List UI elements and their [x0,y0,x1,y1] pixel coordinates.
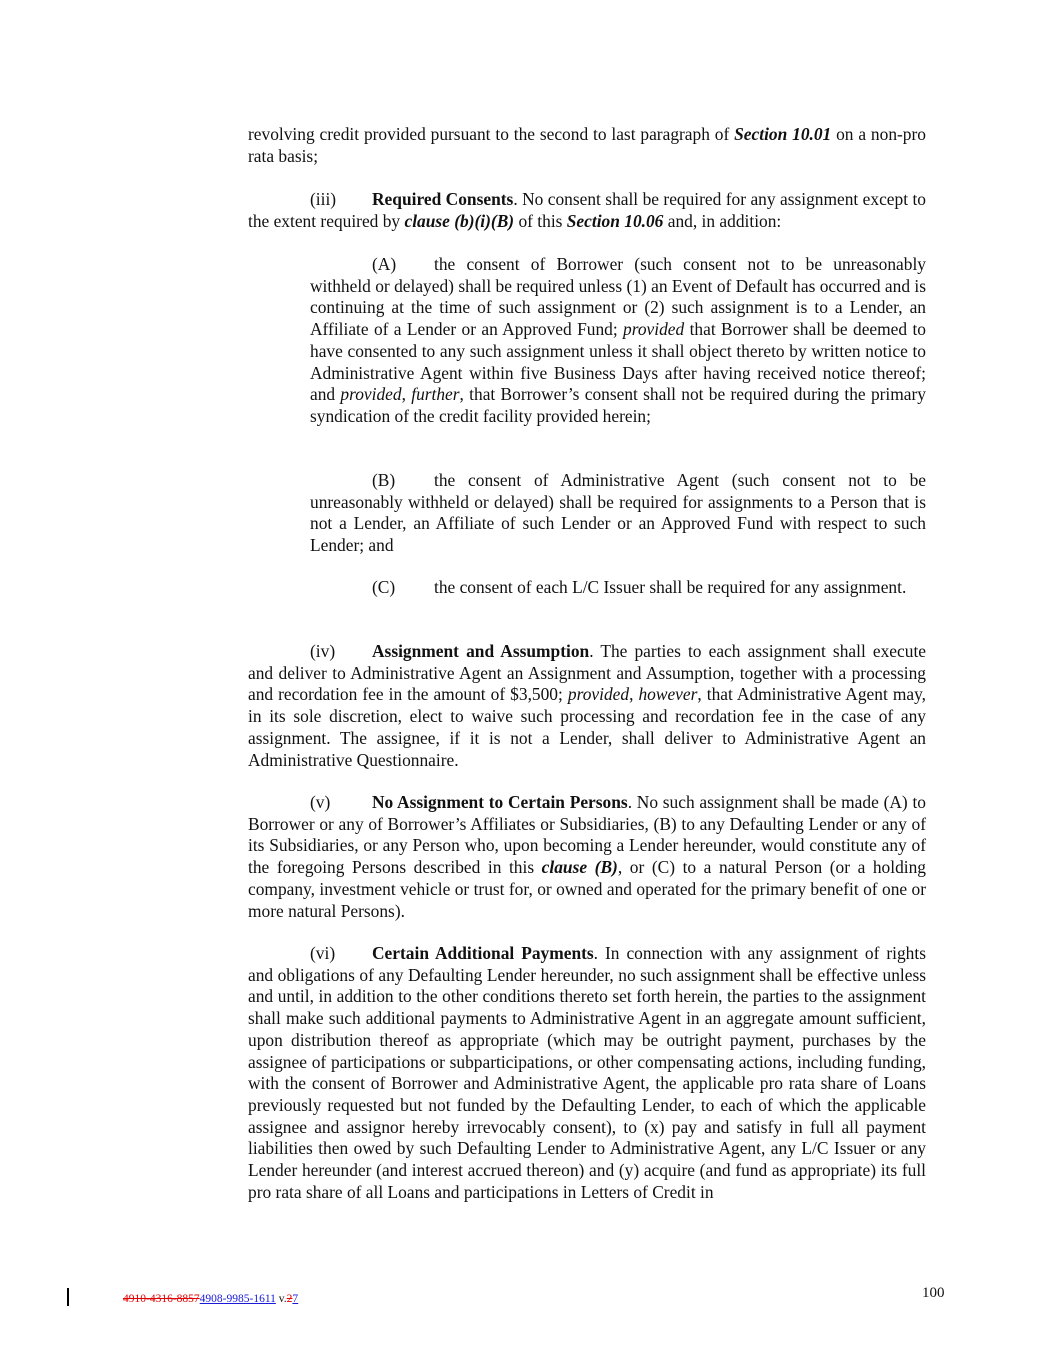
subparagraph-b [310,470,926,557]
clause-heading: Assignment and Assumption [372,641,590,661]
text-run: , [629,684,639,705]
text-run: , that Borrower’s consent shall not be required during the primary syndication of the credit facility provided herein; [310,384,926,426]
text-run: , or (C) to a natural Person (or a holding company, investment vehicle or trust for, or owned and operated for the primary benefit of one or more natural Persons). [248,857,926,921]
subparagraph-a [310,254,926,428]
text-run: . In connection with any assignment of rights and obligations of any Defaulting Lender hereunder, no such assignment shall be effective unless and until, in addition to the other conditions thereto set forth herein, the parties to the assignment shall make such additional payments to Administrative Agent in an aggregate amount sufficient, upon distribution thereof as appropriate (which may be outright payment, purchases by the assignee of participations or subparticipations, or other compensating actions, including funding, with the consent of Borrower and Administrative Agent, the applicable pro rata share of Loans previously requested but not funded by the Defaulting Lender, to each of which the applicable assignee and assignor hereby irrevocably consent), to (x) pay and satisfy in full all payment liabilities then owed by such Defaulting Lender to Administrative Agent, any L/C Issuer or any Lender hereunder (and interest accrued thereon) and (y) acquire (and fund as appropriate) its full pro rata share of all Loans and participations in Letters of Credit in [248,943,926,1202]
clause-heading: No Assignment to Certain Persons [372,792,628,812]
section-reference: Section 10.01 [734,124,832,144]
change-bar [67,1288,69,1306]
clause-heading: Certain Additional Payments [372,943,594,963]
clause-number: (iv) [310,641,336,661]
italic-term: provided [623,319,685,340]
text-run: on a non-pro rata basis; [248,124,926,166]
section-reference: Section 10.06 [566,210,664,231]
text-run: the consent of Administrative Agent (such consent not to be unreasonably withheld or delayed) shall be required for assignments to a Person that is not a Lender, an Affiliate of such Lender or an Approved Fund with respect to such Lender; and [310,470,926,556]
italic-term: provided [567,684,630,705]
italic-term: however [638,684,698,705]
page-number: 100 [922,1285,945,1301]
clause-reference: clause (B) [541,857,618,878]
inserted-document-id: 4908-9985-1611 [199,1293,276,1305]
text-run: revolving credit provided pursuant to the second to last paragraph of [248,124,735,144]
paragraph-no-assignment [248,792,926,922]
italic-term: further [411,384,460,405]
deleted-document-id: 4910-4316-8857 [123,1293,200,1305]
clause-number: (vi) [310,943,336,963]
clause-reference: clause (b)(i)(B) [404,210,515,231]
text-run: that Borrower shall be deemed to have consented to any such assignment unless it shall object thereto by written notice to Administrative Agent within five Business Days after having received notice thereof; and [310,319,926,405]
subparagraph-c [310,577,926,599]
text-run: the consent of Borrower (such consent not to be unreasonably withheld or delayed) shall be required unless (1) an Event of Default has occurred and is continuing at the time of such assignment or (2) such assignment is to a Lender, an Affiliate of a Lender or an Approved Fund; [310,254,926,340]
deleted-version: 2 [286,1293,293,1305]
text-run: of this [514,210,567,231]
text-run: , [401,384,412,405]
paragraph-continuation [248,124,926,167]
subclause-number: (C) [372,577,396,597]
text-run: . The parties to each assignment shall execute and deliver to Administrative Agent an Assignment and Assumption, together with a processing and recordation fee in the amount of $3,500; [248,641,926,705]
text-run: . No consent shall be required for any assignment except to the extent required by [248,189,926,231]
italic-term: provided [340,384,402,405]
clause-number: (iii) [310,189,337,209]
inserted-version: 7 [292,1293,299,1305]
clause-number: (v) [310,792,331,812]
clause-heading: Required Consents [372,189,514,209]
text-run: the consent of each L/C Issuer shall be required for any assignment. [434,577,907,597]
subclause-number: (A) [372,254,397,274]
document-id-footer [123,1292,298,1306]
version-prefix: v. [275,1293,287,1305]
text-run: , that Administrative Agent may, in its sole discretion, elect to waive such processing and recordation fee in the case of any assignment. The assignee, if it is not a Lender, shall deliver to Administrative Agent an Administrative Questionnaire. [248,684,926,770]
text-run: . No such assignment shall be made (A) to Borrower or any of Borrower’s Affiliates or Subsidiaries, (B) to any Defaulting Lender or any of its Subsidiaries, or any Person who, upon becoming a Lender hereunder, would constitute any of the foregoing Persons described in this [248,792,926,878]
subclause-number: (B) [372,470,396,490]
paragraph-additional-payments [248,943,926,1203]
paragraph-assignment-assumption [248,641,926,771]
paragraph-required-consents [248,189,926,232]
text-run: and, in addition: [663,210,782,231]
